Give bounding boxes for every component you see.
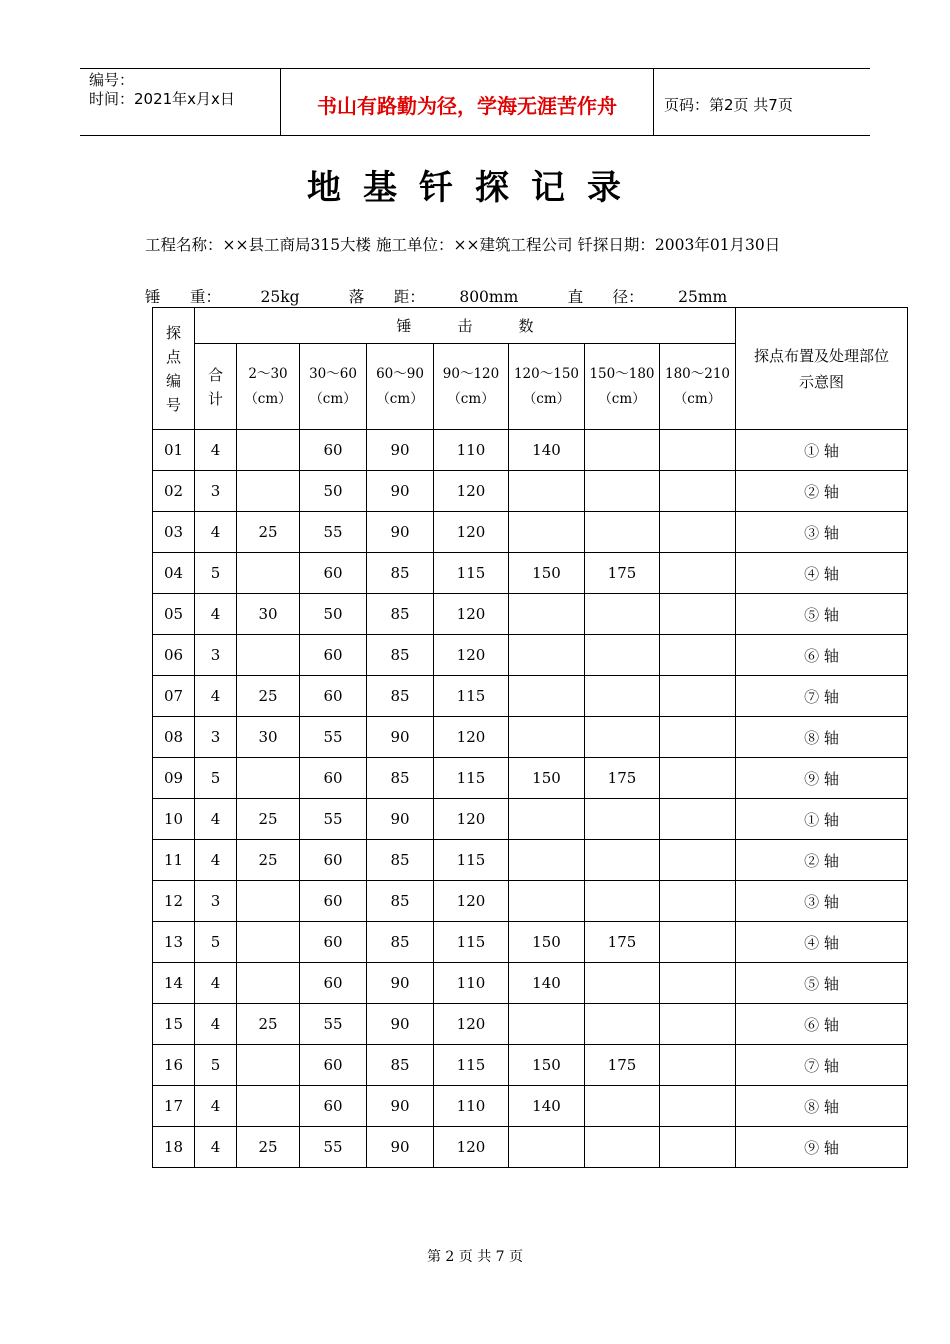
blow-count-cell: 55 (300, 799, 367, 840)
blow-count-cell (585, 840, 660, 881)
probe-id-cell: 18 (153, 1127, 195, 1168)
blow-count-cell: 4 (195, 799, 237, 840)
probe-id-cell: 05 (153, 594, 195, 635)
blow-count-cell (660, 594, 736, 635)
blow-count-cell: 5 (195, 922, 237, 963)
probe-id-cell: 15 (153, 1004, 195, 1045)
table-row (153, 758, 908, 799)
time-label: 时间：2021年x月x日 (89, 90, 235, 108)
table-row (153, 1004, 908, 1045)
blow-count-cell (585, 594, 660, 635)
probe-id-cell: 13 (153, 922, 195, 963)
blow-count-cell (585, 676, 660, 717)
blow-count-cell: 150 (509, 922, 585, 963)
table-row (153, 676, 908, 717)
table-row (153, 553, 908, 594)
blow-count-cell (585, 881, 660, 922)
blow-count-cell (585, 717, 660, 758)
blow-count-cell: 50 (300, 471, 367, 512)
blow-count-cell: 90 (367, 1004, 434, 1045)
header-motto: 书山有路勤为径，学海无涯苦作舟 (281, 69, 654, 135)
blow-count-cell: 175 (585, 1045, 660, 1086)
table-row (153, 635, 908, 676)
blow-count-cell (237, 758, 300, 799)
blow-count-cell: 85 (367, 758, 434, 799)
col-blow-count: 锤击数 (195, 308, 736, 344)
col-range-6: 180～210 （cm） (660, 344, 736, 430)
document-title: 地基钎探记录 (307, 168, 643, 208)
blow-count-cell: 140 (509, 430, 585, 471)
col-range-1: 30～60 （cm） (300, 344, 367, 430)
probe-id-cell: 06 (153, 635, 195, 676)
blow-count-cell (509, 1127, 585, 1168)
blow-count-cell (509, 840, 585, 881)
blow-count-cell (585, 430, 660, 471)
blow-count-cell (585, 635, 660, 676)
col-probe-id: 探 点 编 号 (153, 308, 195, 430)
blow-count-cell: 60 (300, 553, 367, 594)
blow-count-cell: 25 (237, 840, 300, 881)
blow-count-cell: 85 (367, 881, 434, 922)
blow-count-cell: 90 (367, 1086, 434, 1127)
blow-count-cell: 60 (300, 840, 367, 881)
probe-id-cell: 16 (153, 1045, 195, 1086)
blow-count-cell (509, 635, 585, 676)
table-row (153, 471, 908, 512)
blow-count-cell: 3 (195, 881, 237, 922)
blow-count-cell: 50 (300, 594, 367, 635)
blow-count-cell: 3 (195, 471, 237, 512)
blow-count-cell: 4 (195, 1127, 237, 1168)
blow-count-cell: 150 (509, 758, 585, 799)
blow-count-cell (237, 1045, 300, 1086)
blow-count-cell (237, 430, 300, 471)
page-header (80, 68, 870, 136)
blow-count-cell (509, 594, 585, 635)
table-row (153, 1127, 908, 1168)
blow-count-cell (509, 1004, 585, 1045)
table-row (153, 922, 908, 963)
blow-count-cell: 60 (300, 1045, 367, 1086)
col-range-0: 2～30 （cm） (237, 344, 300, 430)
blow-count-cell: 90 (367, 512, 434, 553)
blow-count-cell: 60 (300, 881, 367, 922)
blow-count-cell: 115 (434, 922, 509, 963)
axis-cell: ④ 轴 (736, 553, 908, 594)
blow-count-cell: 140 (509, 963, 585, 1004)
blow-count-cell: 25 (237, 1127, 300, 1168)
blow-count-cell: 55 (300, 512, 367, 553)
blow-count-cell: 120 (434, 1004, 509, 1045)
blow-count-cell: 4 (195, 1086, 237, 1127)
blow-count-cell: 85 (367, 922, 434, 963)
blow-count-cell (509, 717, 585, 758)
probe-id-cell: 04 (153, 553, 195, 594)
blow-count-cell: 90 (367, 963, 434, 1004)
axis-cell: ⑤ 轴 (736, 594, 908, 635)
table-row (153, 840, 908, 881)
blow-count-cell: 4 (195, 594, 237, 635)
axis-cell: ⑨ 轴 (736, 758, 908, 799)
axis-cell: ⑨ 轴 (736, 1127, 908, 1168)
blow-count-cell: 90 (367, 717, 434, 758)
blow-count-cell: 55 (300, 717, 367, 758)
blow-count-cell: 150 (509, 1045, 585, 1086)
table-row (153, 799, 908, 840)
blow-count-cell: 90 (367, 430, 434, 471)
project-info: 工程名称：××县工商局315大楼 施工单位：××建筑工程公司 钎探日期：2003年01月30日 (145, 236, 781, 254)
blow-count-cell: 85 (367, 1045, 434, 1086)
blow-count-cell: 3 (195, 635, 237, 676)
axis-cell: ② 轴 (736, 840, 908, 881)
blow-count-cell (585, 963, 660, 1004)
blow-count-cell (660, 1086, 736, 1127)
probe-id-cell: 03 (153, 512, 195, 553)
blow-count-cell: 4 (195, 1004, 237, 1045)
blow-count-cell: 110 (434, 1086, 509, 1127)
probe-id-cell: 01 (153, 430, 195, 471)
blow-count-cell: 25 (237, 1004, 300, 1045)
probe-id-cell: 11 (153, 840, 195, 881)
blow-count-cell: 85 (367, 553, 434, 594)
axis-cell: ⑦ 轴 (736, 676, 908, 717)
probe-id-cell: 07 (153, 676, 195, 717)
blow-count-cell (585, 512, 660, 553)
probe-id-cell: 17 (153, 1086, 195, 1127)
blow-count-cell (660, 758, 736, 799)
axis-cell: ② 轴 (736, 471, 908, 512)
blow-count-cell: 120 (434, 717, 509, 758)
axis-cell: ④ 轴 (736, 922, 908, 963)
axis-cell: ⑤ 轴 (736, 963, 908, 1004)
blow-count-cell: 60 (300, 635, 367, 676)
blow-count-cell: 115 (434, 676, 509, 717)
blow-count-cell (509, 881, 585, 922)
blow-count-cell: 120 (434, 881, 509, 922)
blow-count-cell (660, 799, 736, 840)
blow-count-cell (237, 1086, 300, 1127)
table-row (153, 1086, 908, 1127)
blow-count-cell: 25 (237, 799, 300, 840)
col-range-3: 90～120 （cm） (434, 344, 509, 430)
blow-count-cell (660, 840, 736, 881)
blow-count-cell: 60 (300, 963, 367, 1004)
blow-count-cell (509, 799, 585, 840)
axis-cell: ① 轴 (736, 430, 908, 471)
blow-count-cell (509, 676, 585, 717)
blow-count-cell (585, 1086, 660, 1127)
blow-count-cell: 120 (434, 1127, 509, 1168)
blow-count-cell (660, 676, 736, 717)
blow-count-cell (509, 471, 585, 512)
blow-count-cell: 120 (434, 471, 509, 512)
blow-count-cell: 60 (300, 758, 367, 799)
axis-cell: ① 轴 (736, 799, 908, 840)
blow-count-cell: 110 (434, 963, 509, 1004)
blow-count-cell: 4 (195, 840, 237, 881)
probe-id-cell: 10 (153, 799, 195, 840)
blow-count-cell: 3 (195, 717, 237, 758)
blow-count-cell: 120 (434, 635, 509, 676)
blow-count-cell: 90 (367, 471, 434, 512)
blow-count-cell: 140 (509, 1086, 585, 1127)
blow-count-cell (660, 512, 736, 553)
blow-count-cell: 4 (195, 676, 237, 717)
blow-count-cell: 60 (300, 430, 367, 471)
blow-count-cell (660, 717, 736, 758)
axis-cell: ③ 轴 (736, 881, 908, 922)
blow-count-cell (660, 553, 736, 594)
blow-count-cell: 120 (434, 512, 509, 553)
blow-count-cell: 5 (195, 758, 237, 799)
code-label: 编号： (89, 71, 135, 89)
blow-count-cell: 60 (300, 1086, 367, 1127)
blow-count-cell (237, 881, 300, 922)
probe-id-cell: 08 (153, 717, 195, 758)
table-row (153, 1045, 908, 1086)
blow-count-cell (660, 471, 736, 512)
header-meta (80, 69, 281, 135)
probe-record-table (152, 307, 908, 1168)
blow-count-cell: 60 (300, 922, 367, 963)
blow-count-cell: 60 (300, 676, 367, 717)
blow-count-cell: 4 (195, 963, 237, 1004)
table-row (153, 717, 908, 758)
col-range-5: 150～180 （cm） (585, 344, 660, 430)
blow-count-cell (660, 635, 736, 676)
blow-count-cell: 175 (585, 758, 660, 799)
blow-count-cell: 175 (585, 553, 660, 594)
blow-count-cell: 120 (434, 594, 509, 635)
col-layout-diagram: 探点布置及处理部位示意图 (736, 308, 908, 430)
col-range-4: 120～150 （cm） (509, 344, 585, 430)
blow-count-cell: 25 (237, 512, 300, 553)
blow-count-cell: 85 (367, 840, 434, 881)
blow-count-cell: 115 (434, 1045, 509, 1086)
blow-count-cell: 90 (367, 1127, 434, 1168)
blow-count-cell (660, 922, 736, 963)
table-row (153, 512, 908, 553)
header-page-info: 页码：第2页 共7页 (664, 95, 793, 114)
blow-count-cell (660, 963, 736, 1004)
blow-count-cell: 5 (195, 553, 237, 594)
blow-count-cell: 55 (300, 1004, 367, 1045)
blow-count-cell (509, 512, 585, 553)
probe-id-cell: 09 (153, 758, 195, 799)
axis-cell: ③ 轴 (736, 512, 908, 553)
probe-id-cell: 14 (153, 963, 195, 1004)
blow-count-cell (660, 1045, 736, 1086)
blow-count-cell (660, 430, 736, 471)
blow-count-cell (237, 963, 300, 1004)
table-row (153, 963, 908, 1004)
blow-count-cell: 4 (195, 512, 237, 553)
blow-count-cell (237, 922, 300, 963)
probe-id-cell: 12 (153, 881, 195, 922)
col-range-2: 60～90 （cm） (367, 344, 434, 430)
blow-count-cell: 85 (367, 635, 434, 676)
table-row (153, 881, 908, 922)
blow-count-cell (660, 1127, 736, 1168)
axis-cell: ⑧ 轴 (736, 1086, 908, 1127)
blow-count-cell: 85 (367, 594, 434, 635)
blow-count-cell: 25 (237, 676, 300, 717)
blow-count-cell: 175 (585, 922, 660, 963)
table-header-row (153, 308, 908, 344)
blow-count-cell (585, 471, 660, 512)
axis-cell: ⑥ 轴 (736, 635, 908, 676)
page-footer: 第 2 页 共 7 页 (426, 1249, 524, 1265)
blow-count-cell: 110 (434, 430, 509, 471)
col-total: 合 计 (195, 344, 237, 430)
blow-count-cell: 115 (434, 840, 509, 881)
blow-count-cell: 120 (434, 799, 509, 840)
axis-cell: ⑥ 轴 (736, 1004, 908, 1045)
blow-count-cell: 30 (237, 717, 300, 758)
table-row (153, 594, 908, 635)
hammer-params: 锤 重： 25kg 落 距： 800mm 直 径： 25mm (145, 288, 728, 306)
axis-cell: ⑧ 轴 (736, 717, 908, 758)
axis-cell: ⑦ 轴 (736, 1045, 908, 1086)
blow-count-cell (237, 635, 300, 676)
blow-count-cell (585, 1004, 660, 1045)
blow-count-cell (660, 881, 736, 922)
blow-count-cell (585, 799, 660, 840)
probe-id-cell: 02 (153, 471, 195, 512)
blow-count-cell (237, 553, 300, 594)
blow-count-cell (237, 471, 300, 512)
blow-count-cell: 5 (195, 1045, 237, 1086)
blow-count-cell: 115 (434, 553, 509, 594)
table-row (153, 430, 908, 471)
blow-count-cell (660, 1004, 736, 1045)
blow-count-cell: 55 (300, 1127, 367, 1168)
blow-count-cell: 4 (195, 430, 237, 471)
blow-count-cell: 90 (367, 799, 434, 840)
blow-count-cell: 150 (509, 553, 585, 594)
blow-count-cell: 30 (237, 594, 300, 635)
blow-count-cell (585, 1127, 660, 1168)
blow-count-cell: 85 (367, 676, 434, 717)
blow-count-cell: 115 (434, 758, 509, 799)
